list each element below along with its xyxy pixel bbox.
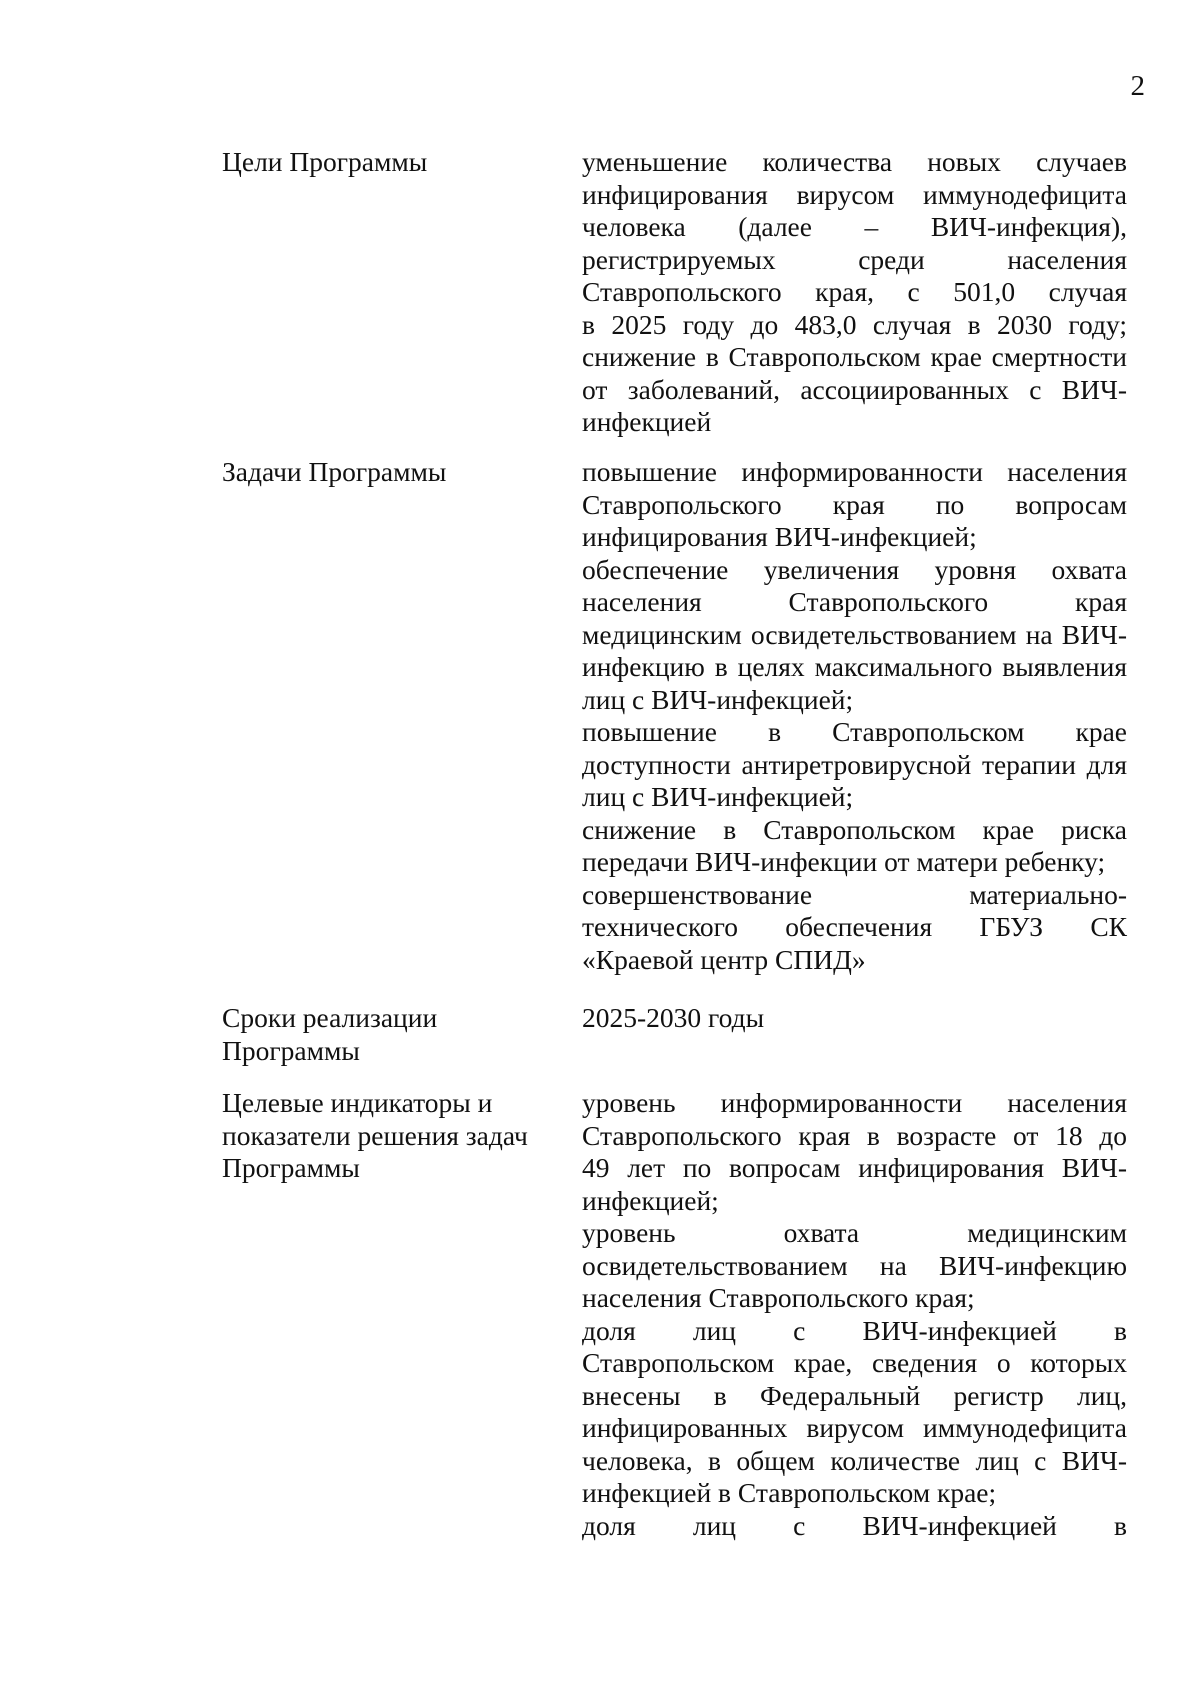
label-line: Сроки реализации	[222, 1002, 438, 1033]
label-line: Целевые индикаторы и	[222, 1087, 493, 1118]
value-line: повышение информированности населения	[582, 456, 1127, 487]
value-line: 2025-2030 годы	[582, 1002, 765, 1033]
value-line: уровень охвата медицинским	[582, 1217, 1127, 1248]
label-line: Программы	[222, 1034, 360, 1066]
value-line: лиц с ВИЧ-инфекцией;	[582, 683, 854, 715]
value-line: инфекцией	[582, 406, 712, 437]
value-line: повышение в Ставропольском крае	[582, 716, 1127, 747]
value-line: Ставропольского края, с 501,0 случая	[582, 276, 1127, 307]
label-line: Задачи Программы	[222, 456, 447, 487]
value-line: инфекцией в Ставропольском крае;	[582, 1477, 997, 1508]
value-line: инфицирования вирусом иммунодефицита	[582, 178, 1127, 210]
value-line: Ставропольском крае, сведения о которых	[582, 1347, 1127, 1378]
value-line: населения Ставропольского края;	[582, 1282, 975, 1313]
value-line: инфекцию в целях максимального выявления	[582, 651, 1127, 682]
value-line: уровень информированности населения	[582, 1087, 1127, 1118]
value-line: снижение в Ставропольском крае риска	[582, 813, 1127, 845]
value-line: уменьшение количества новых случаев	[582, 146, 1127, 177]
row-value	[582, 146, 1127, 439]
label-line: Цели Программы	[222, 146, 428, 177]
value-line: обеспечение увеличения уровня охвата	[582, 553, 1127, 585]
value-line: от заболеваний, ассоциированных с ВИЧ-	[582, 373, 1127, 405]
row-value	[582, 1002, 1127, 1035]
page-number: 2	[1130, 70, 1145, 102]
value-line: населения Ставропольского края	[582, 586, 1127, 617]
label-line: показатели решения задач	[222, 1119, 528, 1151]
row-label	[222, 146, 562, 179]
value-line: инфицированных вирусом иммунодефицита	[582, 1412, 1127, 1443]
value-line: доля лиц с ВИЧ-инфекцией в	[582, 1314, 1127, 1346]
value-line: совершенствование материально-	[582, 878, 1127, 910]
row-value	[582, 1087, 1127, 1542]
value-line: 49 лет по вопросам инфицирования ВИЧ-	[582, 1152, 1127, 1183]
label-line: Программы	[222, 1152, 360, 1183]
value-line: внесены в Федеральный регистр лиц,	[582, 1379, 1127, 1411]
value-line: человека, в общем количестве лиц с ВИЧ-	[582, 1444, 1127, 1476]
value-line: передачи ВИЧ-инфекции от матери ребенку;	[582, 846, 1106, 877]
row-value	[582, 456, 1127, 976]
row-label	[222, 1087, 562, 1185]
value-line: снижение в Ставропольском крае смертности	[582, 341, 1127, 372]
value-line: Ставропольского края в возрасте от 18 до	[582, 1119, 1127, 1151]
value-line: медицинским освидетельствованием на ВИЧ-	[582, 618, 1127, 650]
value-line: Ставропольского края по вопросам	[582, 488, 1127, 520]
value-line: человека (далее – ВИЧ-инфекция),	[582, 211, 1127, 242]
value-line: доступности антиретровирусной терапии для	[582, 748, 1127, 780]
value-line: доля лиц с ВИЧ-инфекцией в	[582, 1509, 1127, 1541]
value-line: освидетельствованием на ВИЧ-инфекцию	[582, 1249, 1127, 1281]
value-line: лиц с ВИЧ-инфекцией;	[582, 781, 854, 812]
value-line: инфицирования ВИЧ-инфекцией;	[582, 521, 977, 552]
value-line: инфекцией;	[582, 1184, 719, 1216]
value-line: технического обеспечения ГБУЗ СК	[582, 911, 1127, 942]
value-line: в 2025 году до 483,0 случая в 2030 году;	[582, 308, 1127, 340]
row-label	[222, 456, 562, 489]
value-line: «Краевой центр СПИД»	[582, 943, 866, 975]
value-line: регистрируемых среди населения	[582, 243, 1127, 275]
row-label	[222, 1002, 562, 1067]
